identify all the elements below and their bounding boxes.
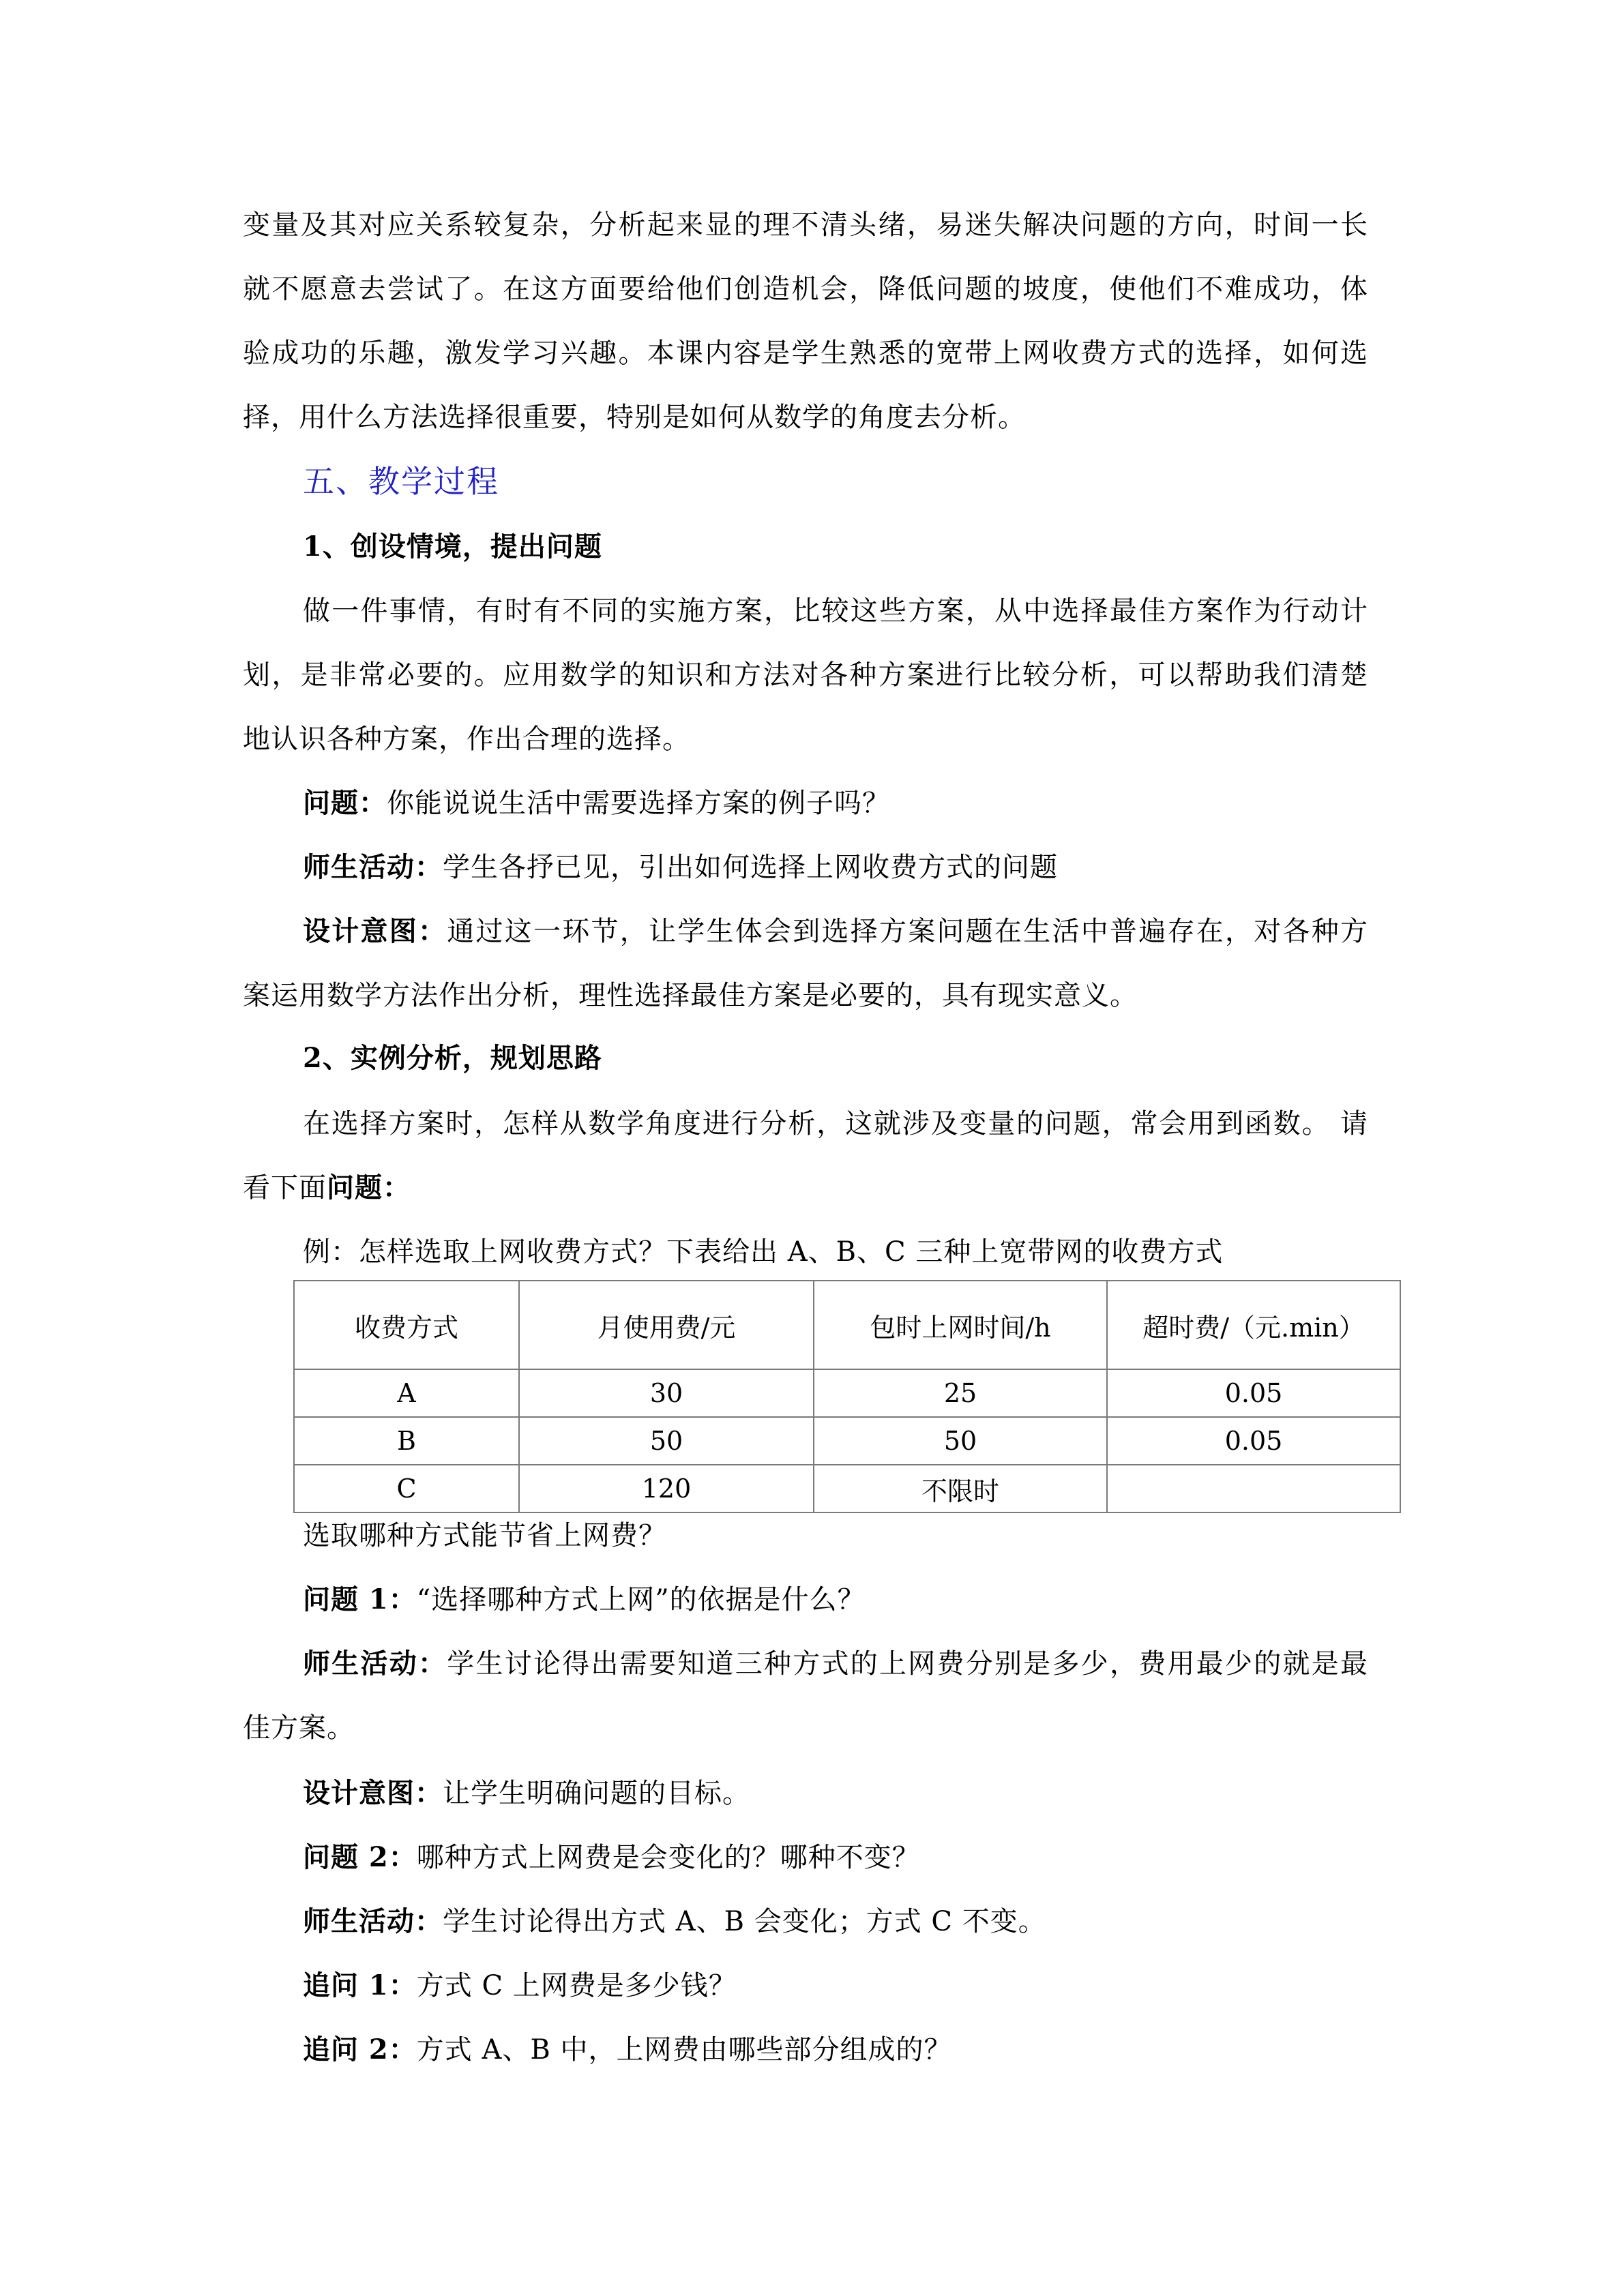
f2-label: 追问 2：	[303, 2033, 417, 2066]
table-row	[294, 1417, 1400, 1465]
example-line: 例：怎样选取上网收费方式？下表给出 A、B、C 三种上宽带网的收费方式	[303, 1236, 1224, 1268]
intent2-text: 让学生明确问题的目标。	[443, 1778, 750, 1809]
question-2	[303, 1840, 920, 1875]
activity-1-line-2: 佳方案。	[243, 1712, 355, 1744]
table-row	[294, 1465, 1400, 1512]
table-cell: 50	[814, 1417, 1107, 1465]
table-cell: C	[294, 1465, 519, 1512]
table-cell: 0.05	[1107, 1369, 1400, 1417]
para-bold-question: 问题：	[327, 1172, 411, 1204]
f2-text: 方式 A、B 中，上网费由哪些部分组成的？	[416, 2034, 952, 2066]
question-label: 问题：	[303, 787, 387, 819]
intent-label: 设计意图：	[303, 915, 447, 947]
act1-text-line-1: 学生讨论得出需要知道三种方式的上网费分别是多少，费用最少的就是最	[447, 1648, 1368, 1680]
para-prefix: 看下面	[243, 1172, 327, 1204]
step1-question	[303, 786, 890, 821]
step1-intent-line-2: 案运用数学方法作出分析，理性选择最佳方案是必要的，具有现实意义。	[243, 980, 1138, 1011]
q2-label: 问题 2：	[303, 1841, 417, 1873]
intro-line-1: 变量及其对应关系较复杂，分析起来显的理不清头绪，易迷失解决问题的方向，时间一长	[243, 209, 1368, 241]
step1-activity	[303, 850, 1058, 885]
fee-table	[293, 1280, 1401, 1513]
header-cell: 收费方式	[294, 1281, 519, 1369]
intent-2	[303, 1776, 750, 1811]
followup-1	[303, 1968, 737, 2003]
table-cell: A	[294, 1369, 519, 1417]
table-cell: 30	[519, 1369, 814, 1417]
act2-text: 学生讨论得出方式 A、B 会变化；方式 C 不变。	[443, 1906, 1046, 1937]
question-1	[303, 1582, 866, 1617]
table-cell	[1107, 1465, 1400, 1512]
step2-para-line-1: 在选择方案时，怎样从数学角度进行分析，这就涉及变量的问题，常会用到函数。 请	[303, 1108, 1368, 1139]
act2-label: 师生活动：	[303, 1905, 443, 1937]
question-text: 你能说说生活中需要选择方案的例子吗？	[387, 788, 890, 819]
q1-label: 问题 1：	[303, 1583, 417, 1615]
step2-para-line-2	[243, 1170, 411, 1206]
followup-2	[303, 2032, 951, 2068]
table-cell: 120	[519, 1465, 814, 1512]
table-header-row	[294, 1281, 1400, 1369]
table-cell: B	[294, 1417, 519, 1465]
section-heading: 五、教学过程	[303, 463, 499, 500]
table-cell: 0.05	[1107, 1417, 1400, 1465]
table-cell: 不限时	[814, 1465, 1107, 1512]
step1-intent	[303, 914, 1368, 949]
table-cell: 50	[519, 1417, 814, 1465]
q2-text: 哪种方式上网费是会变化的？哪种不变？	[416, 1842, 920, 1873]
table-row	[294, 1369, 1400, 1417]
header-cell: 包时上网时间/h	[814, 1281, 1107, 1369]
f1-label: 追问 1：	[303, 1969, 417, 2001]
table-cell: 25	[814, 1369, 1107, 1417]
step2-title: 2、实例分析，规划思路	[303, 1042, 602, 1074]
intent-text-line-1: 通过这一环节，让学生体会到选择方案问题在生活中普遍存在，对各种方	[447, 916, 1368, 947]
activity-label: 师生活动：	[303, 851, 443, 883]
activity-2	[303, 1904, 1046, 1939]
activity-1	[303, 1646, 1368, 1682]
after-table-question: 选取哪种方式能节省上网费？	[303, 1520, 666, 1551]
intro-line-2: 就不愿意去尝试了。在这方面要给他们创造机会，降低问题的坡度，使他们不难成功，体	[243, 273, 1368, 305]
step1-para-line-3: 地认识各种方案，作出合理的选择。	[243, 724, 690, 755]
step1-title: 1、创设情境，提出问题	[303, 531, 602, 563]
activity-text: 学生各抒已见，引出如何选择上网收费方式的问题	[443, 852, 1058, 883]
intent2-label: 设计意图：	[303, 1777, 443, 1809]
header-cell: 月使用费/元	[519, 1281, 814, 1369]
step1-para-line-1: 做一件事情，有时有不同的实施方案，比较这些方案，从中选择最佳方案作为行动计	[303, 595, 1368, 627]
act1-label: 师生活动：	[303, 1648, 447, 1680]
intro-line-4: 择，用什么方法选择很重要，特别是如何从数学的角度去分析。	[243, 402, 1026, 433]
intro-line-3: 验成功的乐趣，激发学习兴趣。本课内容是学生熟悉的宽带上网收费方式的选择，如何选	[243, 338, 1368, 369]
header-cell: 超时费/（元.min）	[1107, 1281, 1400, 1369]
f1-text: 方式 C 上网费是多少钱？	[416, 1970, 737, 2001]
q1-text: “选择哪种方式上网”的依据是什么？	[416, 1584, 866, 1615]
step1-para-line-2: 划，是非常必要的。应用数学的知识和方法对各种方案进行比较分析，可以帮助我们清楚	[243, 659, 1368, 691]
